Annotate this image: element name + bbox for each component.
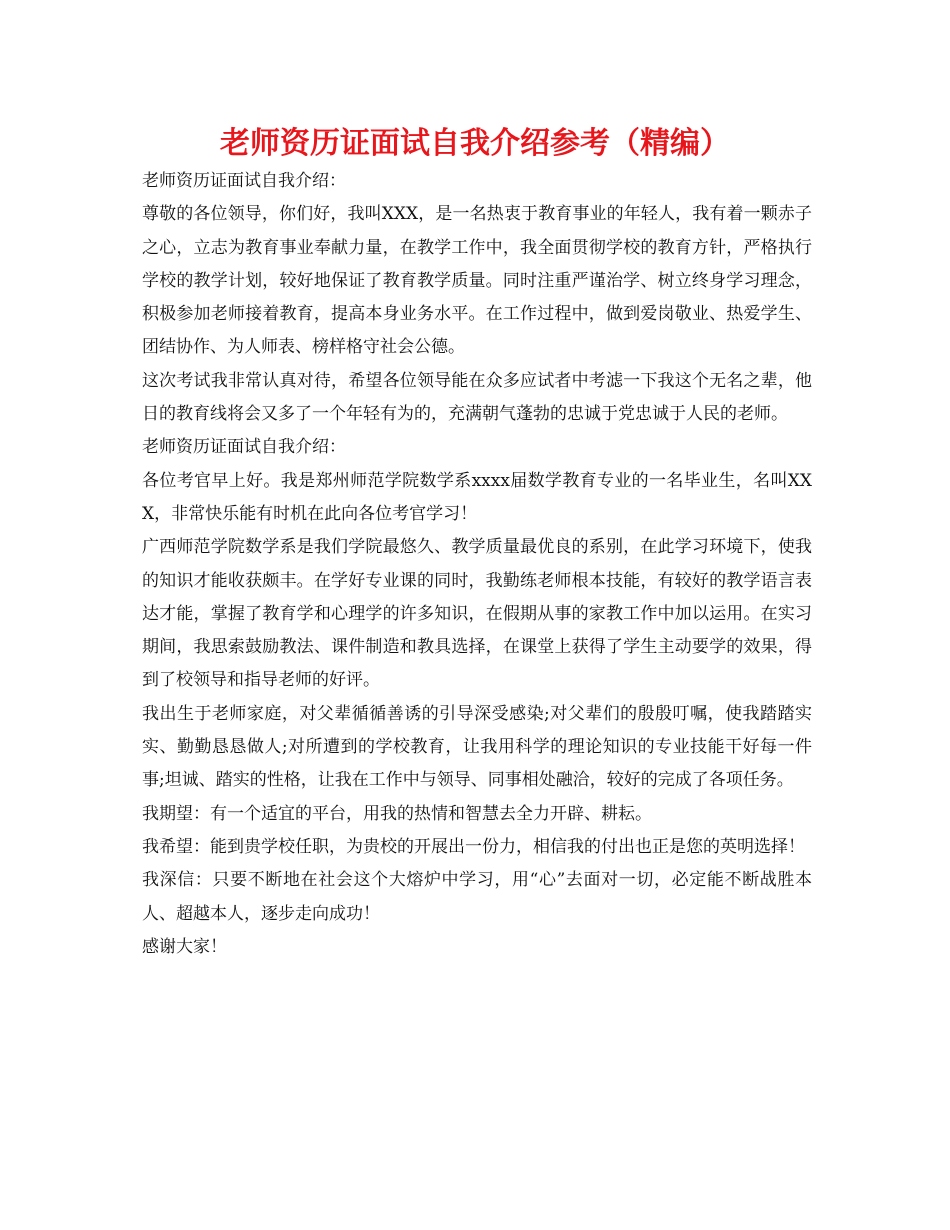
paragraph-heading-2: 老师资历证面试自我介绍： (142, 437, 346, 458)
document-title: 老师资历证面试自我介绍参考（精编） (220, 126, 730, 161)
paragraph: 广西师范学院数学系是我们学院最悠久、教学质量最优良的系别，在此学习环境下，使我的知识才能收获颇丰。在学好专业课的同时，我勤练老师根本技能，有较好的教学语言表达才能，掌握了教育学和心理学的许多知识，在假期从事的家教工作中加以运用。在实习期间，我思索鼓励教法、课件制造和教具选择，在课堂上获得了学生主动要学的效果，得到了校领导和指导老师的好评。 (142, 537, 812, 691)
paragraph: 我希望：能到贵学校任职，为贵校的开展出一份力，相信我的付出也正是您的英明选择！ (142, 836, 805, 857)
paragraph-closing: 感谢大家！ (142, 936, 227, 957)
paragraph: 各位考官早上好。我是郑州师范学院数学系xxxx届数学教育专业的一名毕业生，名叫XXX，非常快乐能有时机在此向各位考官学习！ (142, 470, 812, 524)
document-body (142, 165, 812, 964)
paragraph: 尊敬的各位领导，你们好，我叫XXX，是一名热衷于教育事业的年轻人，我有着一颗赤子之心，立志为教育事业奉献力量，在教学工作中，我全面贯彻学校的教育方针，严格执行学校的教学计划，较好地保证了教育教学质量。同时注重严谨治学、树立终身学习理念，积极参加老师接着教育，提高本身业务水平。在工作过程中，做到爱岗敬业、热爱学生、团结协作、为人师表、榜样格守社会公德。 (142, 204, 812, 358)
paragraph: 我出生于老师家庭，对父辈循循善诱的引导深受感染;对父辈们的殷殷叮嘱，使我踏踏实实、勤勤恳恳做人;对所遭到的学校教育，让我用科学的理论知识的专业技能干好每一件事;坦诚、踏实的性格，让我在工作中与领导、同事相处融洽，较好的完成了各项任务。 (142, 703, 812, 791)
paragraph: 我期望：有一个适宜的平台，用我的热情和智慧去全力开辟、耕耘。 (142, 803, 652, 824)
paragraph: 我深信：只要不断地在社会这个大熔炉中学习，用“心”去面对一切，必定能不断战胜本人、超越本人，逐步走向成功！ (142, 870, 812, 924)
paragraph: 这次考试我非常认真对待，希望各位领导能在众多应试者中考滤一下我这个无名之辈，他日的教育线将会又多了一个年轻有为的，充满朝气蓬勃的忠诚于党忠诚于人民的老师。 (142, 370, 812, 425)
paragraph-heading-1: 老师资历证面试自我介绍： (142, 171, 346, 191)
